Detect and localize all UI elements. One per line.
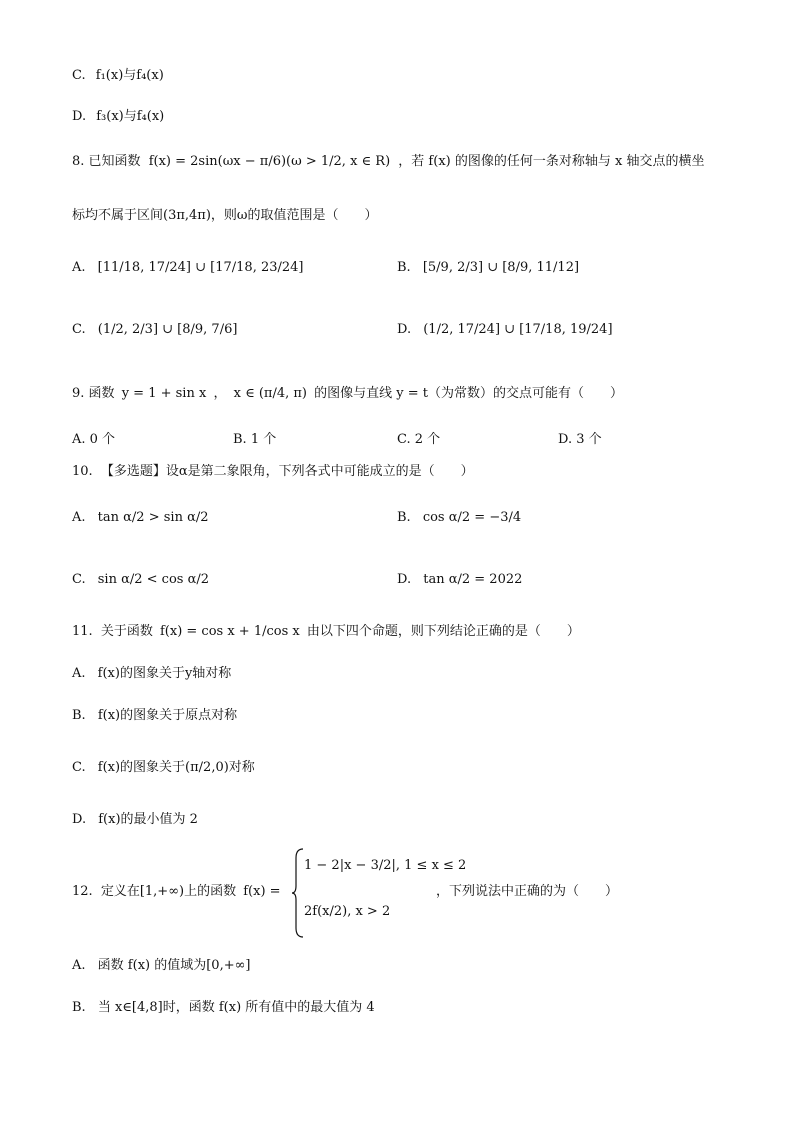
q11-option-b: B. f(x)的图象关于原点对称 — [72, 708, 238, 723]
q9-option-c: C. 2 个 — [397, 432, 441, 447]
q7-option-c: C. f₁(x)与f₄(x) — [72, 68, 164, 83]
q8-stem-line2: 标均不属于区间(3π,4π)，则ω的取值范围是（ ） — [72, 208, 378, 223]
q12-option-b-text: 当 x∈[4,8]时，函数 f(x) 所有值中的最大值为 4 — [97, 1000, 375, 1015]
q9-number: 9. — [72, 386, 85, 401]
q8-option-b: B. [5/9, 2/3] ∪ [8/9, 11/12] — [397, 260, 580, 275]
q8-stem-line1 — [72, 152, 704, 172]
q9-function: y = 1 + sin x — [121, 386, 207, 401]
q12-number: 12. — [72, 884, 93, 899]
q9-stem: 9. 函数 y = 1 + sin x ， x ∈ (π/4, π) 的图像与直线 y = t（为常数）的交点可能有（ ） — [72, 386, 623, 401]
q12-left-brace — [292, 848, 304, 938]
q12-option-a-text: 函数 f(x) 的值域为[0,+∞] — [97, 958, 251, 973]
q11-option-b-text: f(x)的图象关于原点对称 — [97, 708, 238, 723]
q10-option-a-math: tan α/2 > sin α/2 — [97, 510, 209, 525]
q11-option-c-text: f(x)的图象关于(π/2,0)对称 — [97, 760, 255, 775]
q11-option-d-text: f(x)的最小值为 2 — [98, 812, 198, 827]
q11-option-a-text: f(x)的图象关于y轴对称 — [97, 666, 232, 681]
q8-function: f(x) = 2sin(ωx − π/6)(ω > 1/2, x ∈ R) — [148, 154, 391, 169]
q12-piece-1: 1 − 2|x − 3/2|, 1 ≤ x ≤ 2 — [304, 858, 467, 873]
q8-text1: 已知函数 — [88, 154, 141, 169]
q9-option-a: A. 0 个 — [72, 432, 116, 447]
q8-number: 8. — [72, 154, 85, 169]
q8-option-a: A. [11/18, 17/24] ∪ [17/18, 23/24] — [72, 260, 304, 275]
q9-domain: x ∈ (π/4, π) — [233, 386, 307, 401]
q11-option-c: C. f(x)的图象关于(π/2,0)对称 — [72, 760, 255, 775]
q11-option-d: D. f(x)的最小值为 2 — [72, 812, 198, 827]
q9-option-b: B. 1 个 — [233, 432, 277, 447]
q10-option-c-math: sin α/2 < cos α/2 — [97, 572, 210, 587]
q12-function-lhs: f(x) = — [243, 884, 281, 899]
q11-function: f(x) = cos x + 1/cos x — [159, 624, 300, 639]
q8-option-b-math: [5/9, 2/3] ∪ [8/9, 11/12] — [422, 260, 580, 275]
q8-option-d: D. (1/2, 17/24] ∪ [17/18, 19/24] — [397, 322, 613, 337]
q10-stem: 10. 【多选题】设α是第二象限角，下列各式中可能成立的是（ ） — [72, 464, 474, 479]
q8-option-d-math: (1/2, 17/24] ∪ [17/18, 19/24] — [423, 322, 613, 337]
q7-option-d-text: f₃(x)与f₄(x) — [96, 109, 165, 124]
q10-option-c: C. sin α/2 < cos α/2 — [72, 572, 210, 587]
q7-option-c-text: f₁(x)与f₄(x) — [95, 68, 164, 83]
q10-option-a: A. tan α/2 > sin α/2 — [72, 510, 209, 525]
q11-number: 11. — [72, 624, 93, 639]
q8-option-c-math: (1/2, 2/3] ∪ [8/9, 7/6] — [97, 322, 238, 337]
q10-option-d: D. tan α/2 = 2022 — [397, 572, 523, 587]
q8-text2: ，若 f(x) 的图像的任何一条对称轴与 x 轴交点的横坐 — [398, 154, 705, 169]
q10-number: 10. — [72, 464, 93, 479]
q10-option-b: B. cos α/2 = −3/4 — [397, 510, 522, 525]
q10-option-b-math: cos α/2 = −3/4 — [422, 510, 522, 525]
q11-stem: 11. 关于函数 f(x) = cos x + 1/cos x 由以下四个命题，则下列结论正确的是（ ） — [72, 624, 580, 639]
q9-option-d: D. 3 个 — [558, 432, 602, 447]
q12-stem-right: ，下列说法中正确的为（ ） — [436, 884, 619, 899]
q12-piece-2: 2f(x/2), x > 2 — [304, 904, 391, 919]
q12-option-b: B. 当 x∈[4,8]时，函数 f(x) 所有值中的最大值为 4 — [72, 1000, 375, 1015]
q12-stem-left: 12. 定义在[1,+∞)上的函数 f(x) = — [72, 884, 281, 899]
q8-option-c: C. (1/2, 2/3] ∪ [8/9, 7/6] — [72, 322, 238, 337]
q12-option-a: A. 函数 f(x) 的值域为[0,+∞] — [72, 958, 251, 973]
q10-option-d-math: tan α/2 = 2022 — [423, 572, 523, 587]
q8-option-a-math: [11/18, 17/24] ∪ [17/18, 23/24] — [97, 260, 304, 275]
q7-option-d: D. f₃(x)与f₄(x) — [72, 109, 165, 124]
q11-option-a: A. f(x)的图象关于y轴对称 — [72, 666, 232, 681]
